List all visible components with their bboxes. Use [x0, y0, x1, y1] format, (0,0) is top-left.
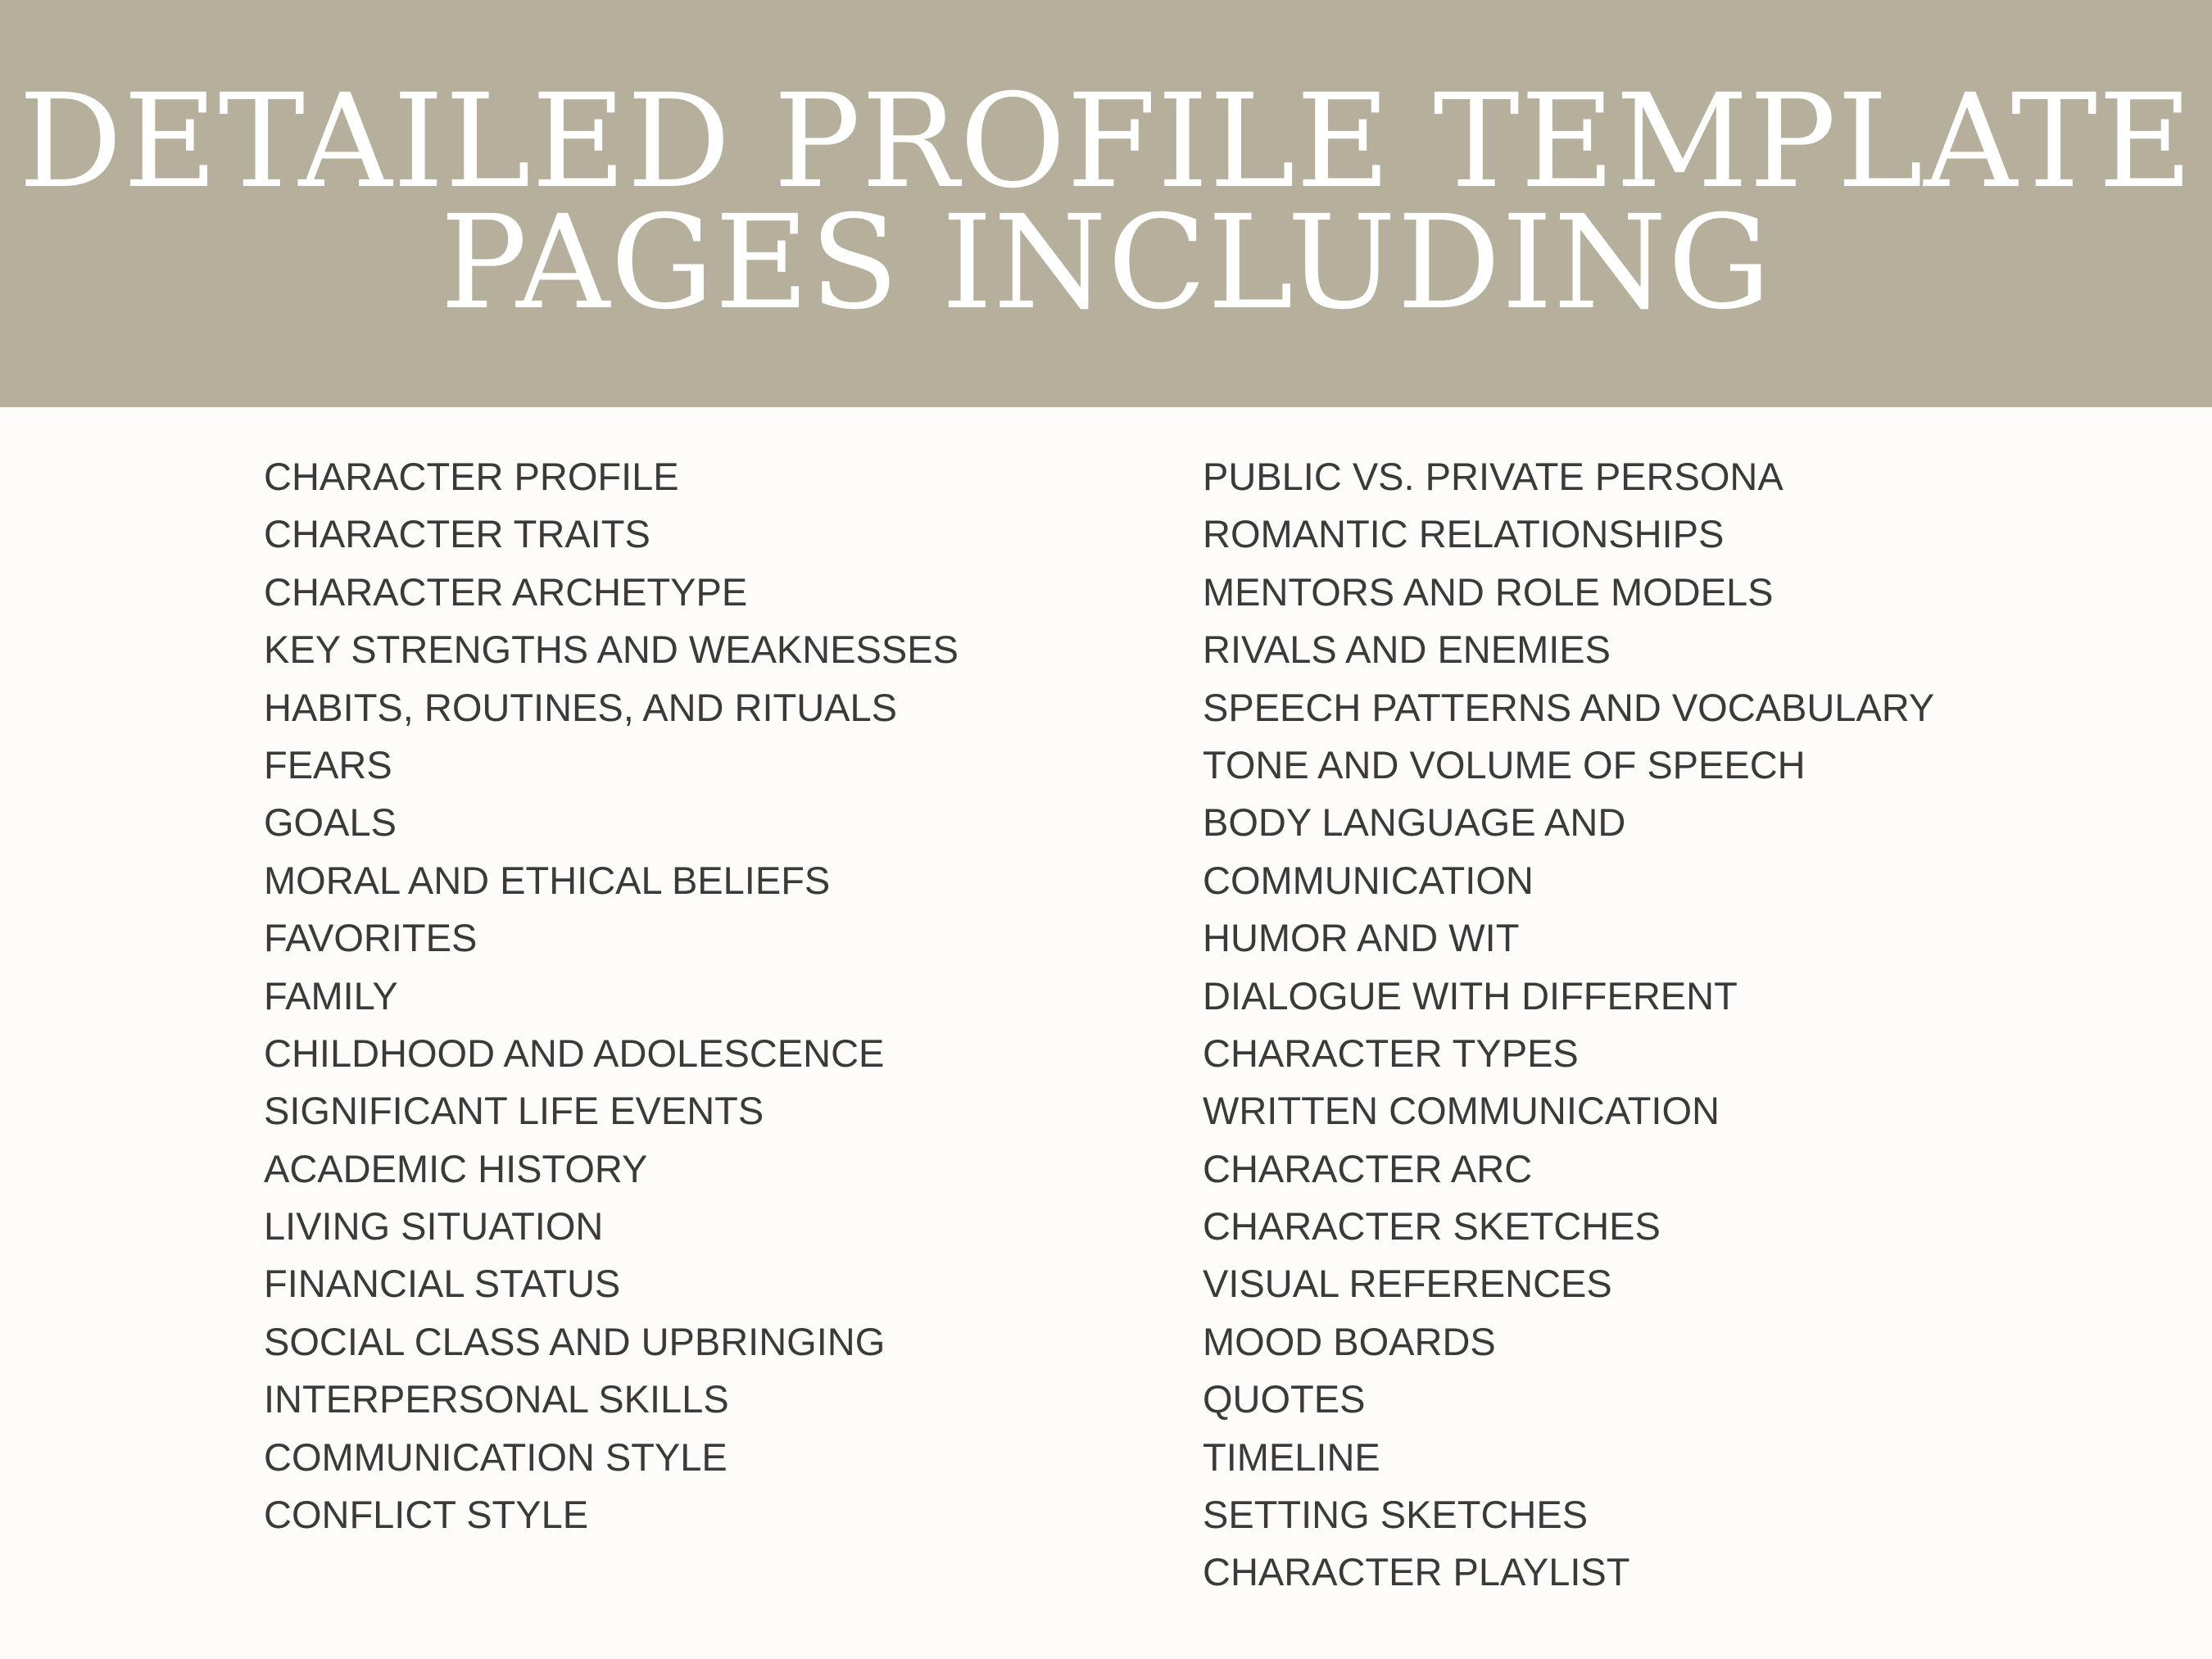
list-item: SPEECH PATTERNS AND VOCABULARY — [1203, 685, 1935, 729]
list-item: WRITTEN COMMUNICATION — [1203, 1089, 1720, 1133]
list-item: CHARACTER ARCHETYPE — [264, 569, 748, 614]
list-item: HABITS, ROUTINES, AND RITUALS — [264, 685, 898, 729]
list-item: TIMELINE — [1203, 1435, 1380, 1479]
list-item: SIGNIFICANT LIFE EVENTS — [264, 1089, 764, 1133]
list-item: BODY LANGUAGE AND — [1203, 800, 1626, 845]
list-item: ACADEMIC HISTORY — [264, 1146, 648, 1190]
list-item: HUMOR AND WIT — [1203, 916, 1520, 960]
list-item: SETTING SKETCHES — [1203, 1493, 1589, 1537]
page-title-line-1: DETAILED PROFILE TEMPLATE — [18, 66, 2194, 217]
list-item: MENTORS AND ROLE MODELS — [1203, 569, 1774, 614]
list-item: MORAL AND ETHICAL BELIEFS — [264, 858, 831, 902]
list-item: PUBLIC VS. PRIVATE PERSONA — [1203, 455, 1784, 498]
list-item: TONE AND VOLUME OF SPEECH — [1203, 742, 1806, 786]
left-column-list — [264, 448, 959, 1543]
right-column-list — [1203, 448, 1934, 1602]
list-item: CHARACTER SKETCHES — [1203, 1204, 1661, 1249]
page-title-line-2: PAGES INCLUDING — [440, 188, 1772, 338]
list-item: CONFLICT STYLE — [264, 1493, 589, 1537]
list-item: MOOD BOARDS — [1203, 1319, 1496, 1363]
list-item: RIVALS AND ENEMIES — [1203, 628, 1611, 672]
list-item: DIALOGUE WITH DIFFERENT — [1203, 973, 1738, 1018]
list-item: INTERPERSONAL SKILLS — [264, 1377, 729, 1421]
list-item: GOALS — [264, 800, 397, 845]
list-item: KEY STRENGTHS AND WEAKNESSES — [264, 628, 959, 672]
list-item: COMMUNICATION STYLE — [264, 1435, 728, 1479]
list-item: CHARACTER PROFILE — [264, 455, 679, 498]
list-item: FAMILY — [264, 973, 398, 1018]
list-item: ROMANTIC RELATIONSHIPS — [1203, 512, 1725, 556]
list-item: QUOTES — [1203, 1377, 1366, 1421]
list-item: FINANCIAL STATUS — [264, 1262, 621, 1306]
header-band — [0, 0, 2212, 407]
list-item: CHARACTER PLAYLIST — [1203, 1550, 1630, 1594]
list-item: CHARACTER TRAITS — [264, 512, 650, 556]
list-item: CHARACTER ARC — [1203, 1146, 1533, 1190]
list-item: CHARACTER TYPES — [1203, 1031, 1579, 1075]
list-item: LIVING SITUATION — [264, 1204, 604, 1249]
list-item: FEARS — [264, 742, 392, 786]
list-item: CHILDHOOD AND ADOLESCENCE — [264, 1031, 885, 1075]
list-item: COMMUNICATION — [1203, 858, 1534, 902]
list-item: FAVORITES — [264, 916, 478, 960]
list-item: SOCIAL CLASS AND UPBRINGING — [264, 1319, 886, 1363]
list-item: VISUAL REFERENCES — [1203, 1262, 1612, 1306]
